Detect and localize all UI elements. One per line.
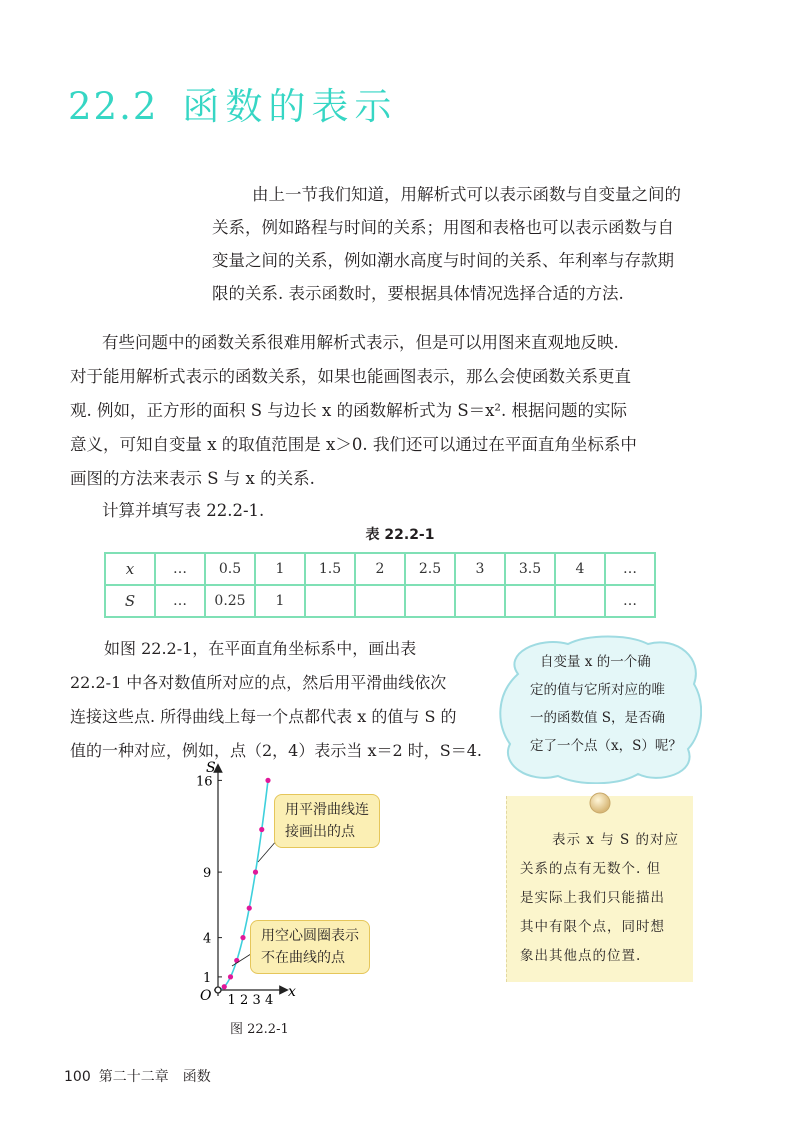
- bubble-line: 一的函数值 S，是否确: [530, 710, 666, 726]
- intro-line: 关系，例如路程与时间的关系；用图和表格也可以表示函数与自: [212, 218, 674, 237]
- table-row-s: [105, 585, 655, 617]
- table-cell: x: [105, 553, 155, 585]
- table-cell: 3.5: [505, 553, 555, 585]
- data-point: [265, 778, 270, 783]
- bubble-line: 自变量 x 的一个确: [540, 654, 651, 670]
- data-point: [234, 958, 239, 963]
- note-text: [520, 826, 679, 971]
- table-cell: …: [605, 553, 655, 585]
- data-point: [222, 984, 227, 989]
- intro-line: 限的关系. 表示函数时，要根据具体情况选择合适的方法.: [212, 284, 624, 303]
- x-tick-label: 3: [252, 993, 261, 1008]
- body-line: 观. 例如，正方形的面积 S 与边长 x 的函数解析式为 S＝x². 根据问题的实际: [70, 401, 628, 420]
- body-line: 画图的方法来表示 S 与 x 的关系.: [70, 469, 315, 488]
- table-cell: 0.25: [205, 585, 255, 617]
- x-tick-label: 1: [227, 993, 236, 1008]
- callout-line: 用空心圆圈表示: [261, 928, 359, 944]
- data-point: [247, 906, 252, 911]
- intro-line: 变量之间的关系，例如潮水高度与时间的关系、年利率与存款期: [212, 251, 674, 270]
- callout-line: 不在曲线的点: [261, 950, 345, 966]
- para-line: 如图 22.2-1，在平面直角坐标系中，画出表: [104, 639, 417, 658]
- chapter-label: 第二十二章 函数: [98, 1069, 211, 1085]
- x-tick-label: 4: [265, 993, 274, 1008]
- data-point: [253, 870, 258, 875]
- data-point: [228, 974, 233, 979]
- table-cell: …: [605, 585, 655, 617]
- open-point: [215, 987, 221, 993]
- figure-caption: 图 22.2-1: [230, 1022, 289, 1037]
- body-line: 有些问题中的函数关系很难用解析式表示，但是可以用图来直观地反映.: [102, 333, 619, 352]
- table-caption: 表 22.2-1: [365, 527, 435, 543]
- section-title: [68, 76, 397, 130]
- y-axis-label: S: [206, 760, 216, 776]
- body-line: 对于能用解析式表示的函数关系，如果也能画图表示，那么会使函数关系更直: [70, 367, 631, 386]
- page-number: 100: [64, 1069, 91, 1085]
- callout-curve: [274, 794, 380, 848]
- table-cell: [405, 585, 455, 617]
- table-cell: 2.5: [405, 553, 455, 585]
- note-line: 其中有限个点，同时想: [520, 919, 665, 935]
- table-cell: 3: [455, 553, 505, 585]
- bubble-text: [530, 648, 682, 760]
- data-point: [240, 935, 245, 940]
- callout-line: 接画出的点: [285, 824, 355, 840]
- table-cell: 1: [255, 585, 305, 617]
- body-line: 计算并填写表 22.2-1.: [102, 501, 265, 520]
- data-point: [259, 827, 264, 832]
- para-line: 值的一种对应，例如，点（2，4）表示当 x＝2 时，S＝4.: [70, 741, 482, 760]
- x-axis-label: x: [288, 984, 296, 1000]
- y-tick-label: 16: [196, 774, 213, 790]
- section-number: 22.2: [68, 85, 159, 128]
- x-tick-label: 2: [240, 993, 249, 1008]
- note-line: 是实际上我们只能描出: [520, 890, 665, 906]
- note-line: 象出其他点的位置.: [520, 948, 642, 964]
- table-cell: S: [105, 585, 155, 617]
- table-cell: 1: [255, 553, 305, 585]
- section-title-text: 函数的表示: [182, 85, 398, 128]
- intro-line: 由上一节我们知道，用解析式可以表示函数与自变量之间的: [252, 185, 681, 204]
- table-cell: [355, 585, 405, 617]
- y-tick-label: 1: [203, 970, 212, 986]
- table-cell: 0.5: [205, 553, 255, 585]
- table-row-x: [105, 553, 655, 585]
- para-line: 连接这些点. 所得曲线上每一个点都代表 x 的值与 S 的: [70, 707, 457, 726]
- body-line: 意义，可知自变量 x 的取值范围是 x＞0. 我们还可以通过在平面直角坐标系中: [70, 435, 637, 454]
- table-cell: [555, 585, 605, 617]
- callout-line: 用平滑曲线连: [285, 802, 369, 818]
- y-tick-label: 4: [203, 931, 212, 947]
- para-line: 22.2-1 中各对数值所对应的点，然后用平滑曲线依次: [70, 673, 447, 692]
- table-cell: 1.5: [305, 553, 355, 585]
- origin-label: O: [200, 988, 212, 1004]
- table-cell: [505, 585, 555, 617]
- table-cell: 4: [555, 553, 605, 585]
- value-table: [104, 552, 656, 618]
- bubble-line: 定的值与它所对应的唯: [530, 682, 665, 698]
- table-cell: …: [155, 553, 205, 585]
- page-footer: [64, 1066, 211, 1086]
- bubble-line: 定了一个点（x，S）呢？: [530, 738, 682, 754]
- callout-open-circle: [250, 920, 370, 974]
- note-line: 关系的点有无数个. 但: [520, 861, 662, 877]
- table-cell: 2: [355, 553, 405, 585]
- note-line: 表示 x 与 S 的对应: [552, 832, 680, 848]
- pin-icon: [589, 792, 611, 814]
- table-cell: …: [155, 585, 205, 617]
- y-tick-label: 9: [203, 866, 212, 882]
- table-cell: [305, 585, 355, 617]
- table-cell: [455, 585, 505, 617]
